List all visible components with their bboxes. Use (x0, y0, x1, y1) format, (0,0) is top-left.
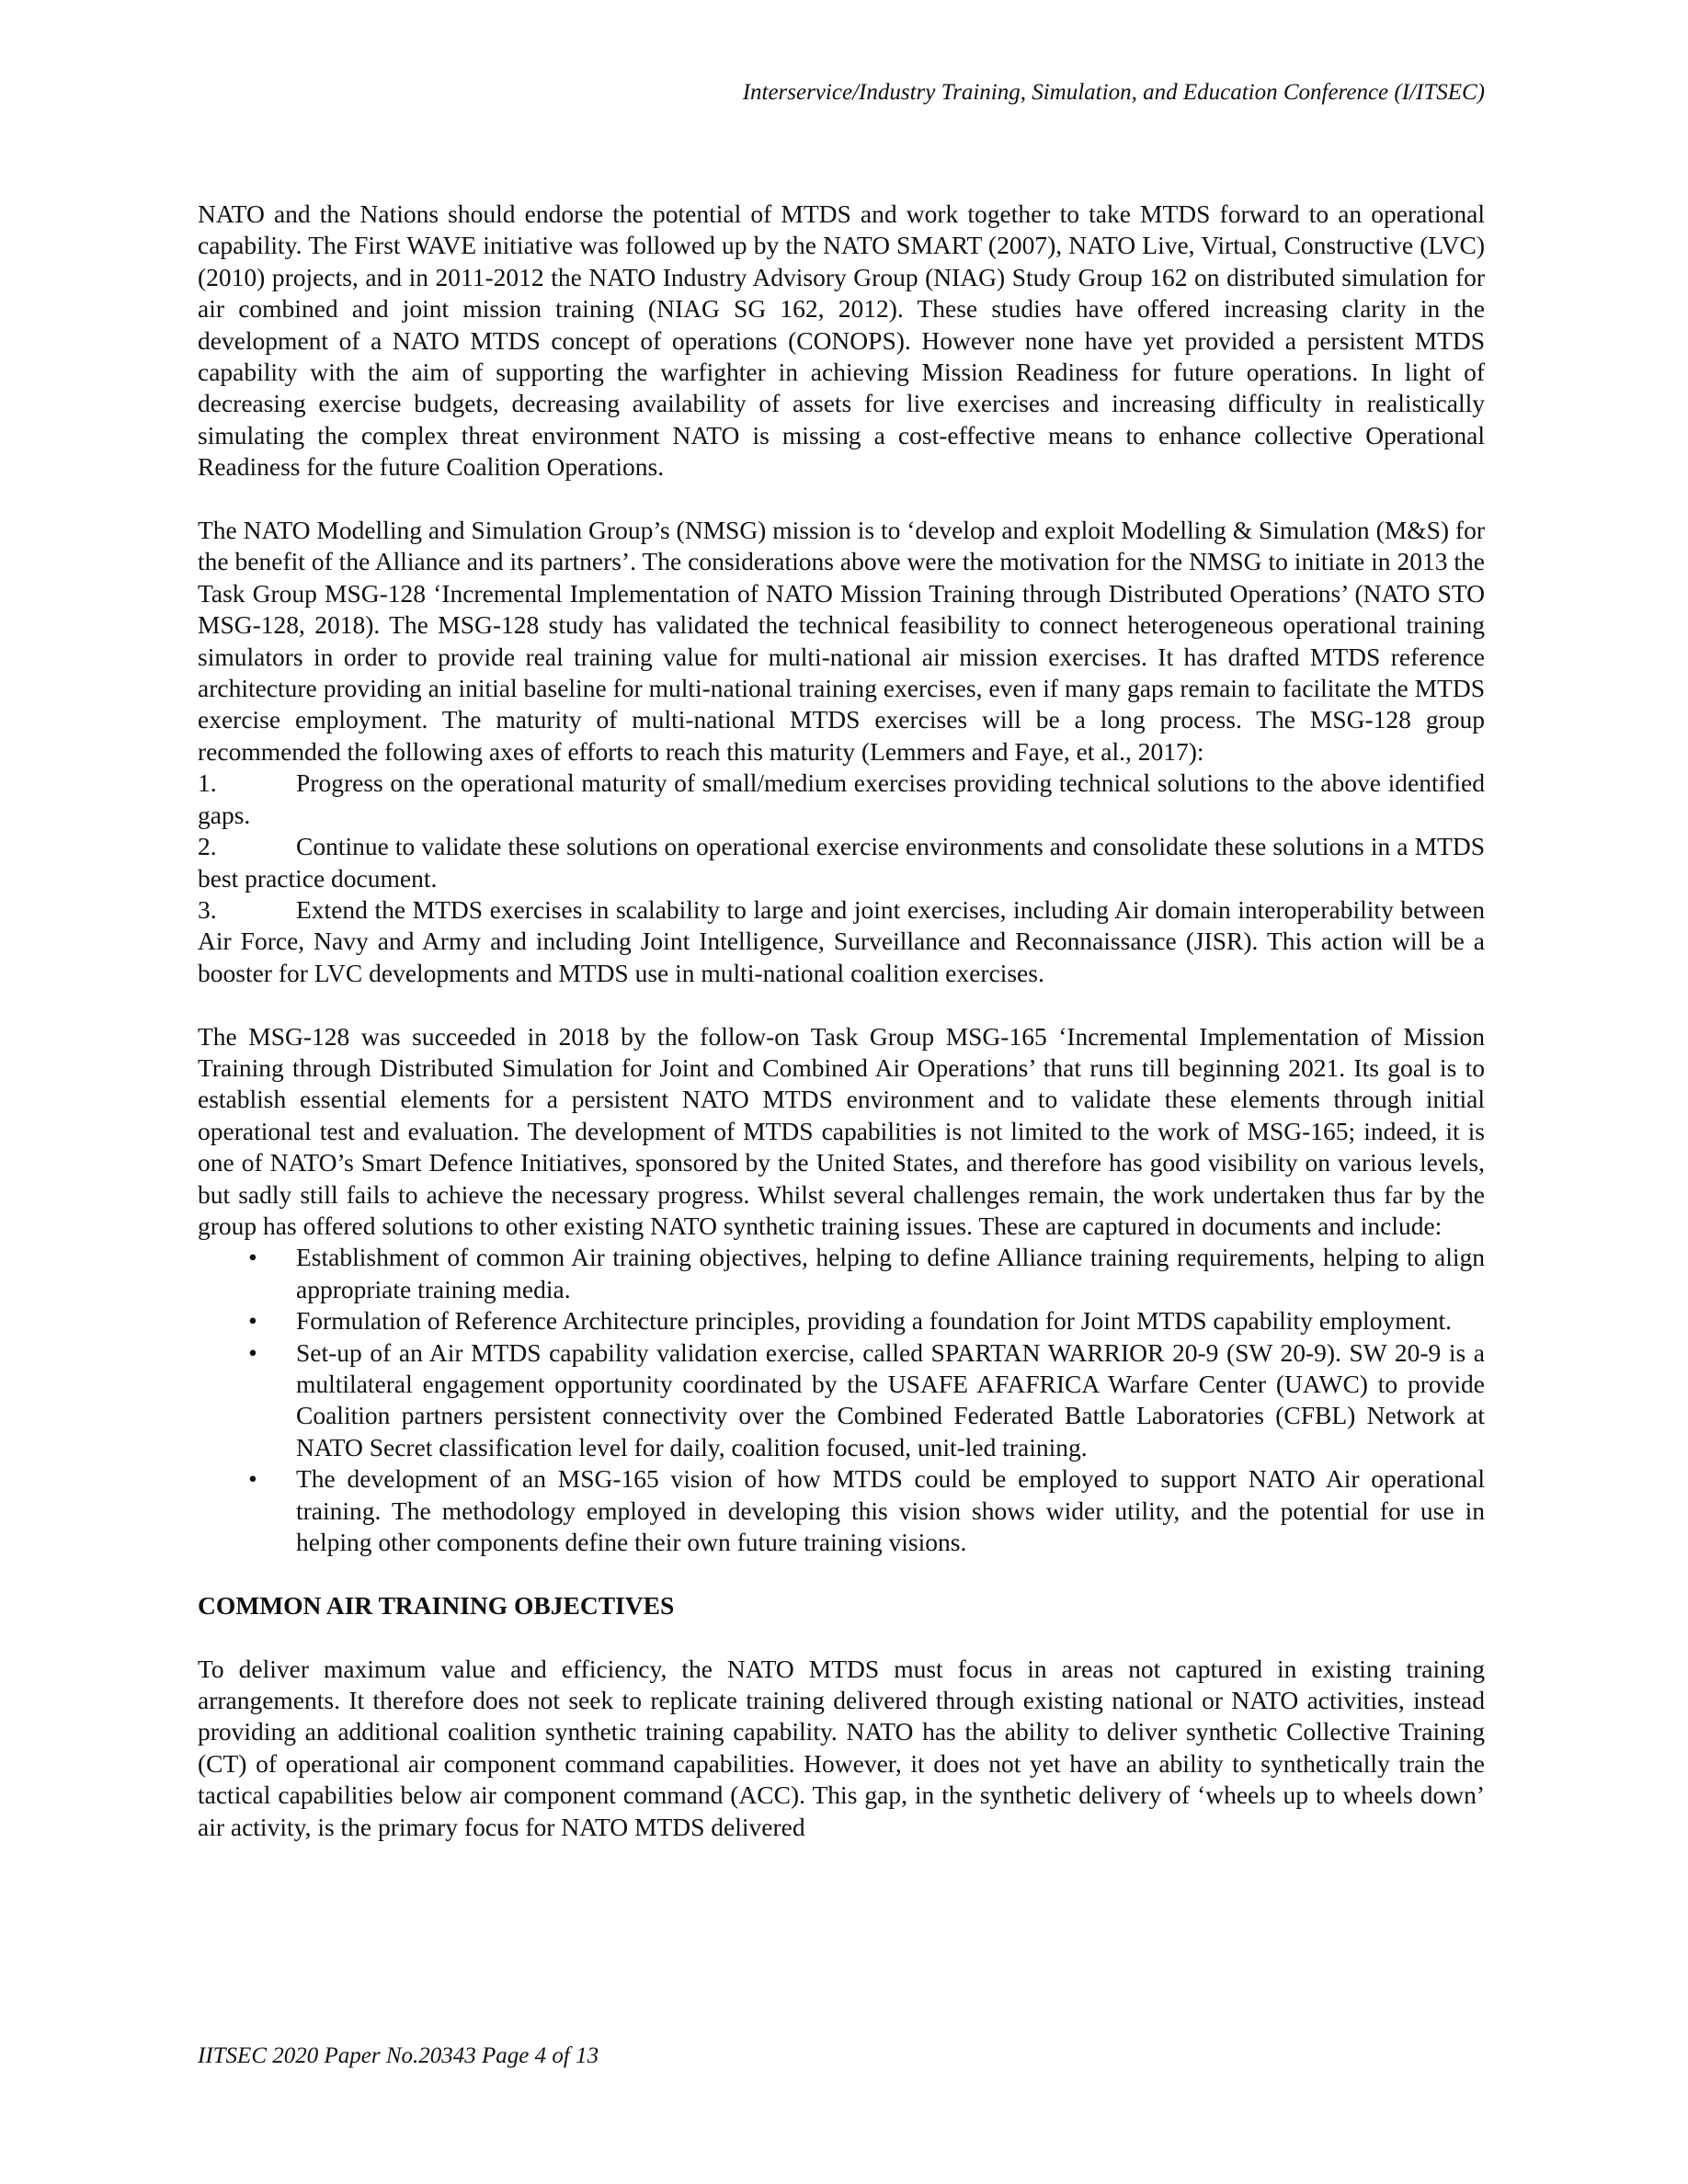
item-text: Extend the MTDS exercises in scalability to large and joint exercises, including Air domain interoperability between Air Force, Navy and Army and including Joint Intelligence, Surveillance and Reconnaissance (JISR). This action will be a booster for LVC developments and MTDS use in multi-national coalition exercises. (198, 894, 1485, 987)
bullet-list (198, 1242, 1485, 1558)
item-text: Continue to validate these solutions on operational exercise environments and consolidate these solutions in a MTDS best practice document. (198, 832, 1485, 893)
bullet-icon: • (248, 1306, 257, 1336)
item-text: Progress on the operational maturity of small/medium exercises providing technical solutions to the above identified gaps. (198, 768, 1485, 829)
item-number: 1. (198, 768, 217, 798)
bullet-text: The development of an MSG-165 vision of how MTDS could be employed to support NATO Air operational training. The methodology employed in developing this vision shows wider utility, and the potential for use in helping other components define their own future training visions. (296, 1464, 1485, 1557)
numbered-item (198, 831, 1485, 894)
item-number: 2. (198, 832, 217, 861)
section-heading: COMMON AIR TRAINING OBJECTIVES (198, 1590, 675, 1620)
bullet-item (198, 1337, 1485, 1464)
page-body (198, 199, 1485, 1843)
paragraph-gap (198, 483, 1485, 515)
paragraph-gap (198, 1558, 1485, 1589)
bullet-item (198, 1463, 1485, 1558)
paragraph-nmsg-mission: The NATO Modelling and Simulation Group’s (NMSG) mission is to ‘develop and exploit Modelling & Simulation (M&S) for the benefit of the Alliance and its partners’. The considerations above were the motivation for the NMSG to initiate in 2013 the Task Group MSG-128 ‘Incremental Implementation of NATO Mission Training through Distributed Operations’ (NATO STO MSG-128, 2018). The MSG-128 study has validated the technical feasibility to connect heterogeneous operational training simulators in order to provide real training value for multi-national air mission exercises. It has drafted MTDS reference architecture providing an initial baseline for multi-national training exercises, even if many gaps remain to facilitate the MTDS exercise employment. The maturity of multi-national MTDS exercises will be a long process. The MSG-128 group recommended the following axes of efforts to reach this maturity (Lemmers and Faye, et al., 2017): (198, 516, 1485, 766)
bullet-item (198, 1305, 1485, 1337)
bullet-icon: • (248, 1464, 257, 1494)
item-number: 3. (198, 894, 217, 924)
numbered-item (198, 894, 1485, 989)
bullet-icon: • (248, 1337, 257, 1367)
paragraph-msg-165: The MSG-128 was succeeded in 2018 by the follow-on Task Group MSG-165 ‘Incremental Implementation of Mission Training through Distributed Simulation for Joint and Combined Air Operations’ that runs till beginning 2021. Its goal is to establish essential elements for a persistent NATO MTDS environment and to validate these elements through initial operational test and evaluation. The development of MTDS capabilities is not limited to the work of MSG-165; indeed, it is one of NATO’s Smart Defence Initiatives, sponsored by the United States, and therefore has good visibility on various levels, but sadly still fails to achieve the necessary progress. Whilst several challenges remain, the work undertaken thus far by the group has offered solutions to other existing NATO synthetic training issues. These are captured in documents and include: (198, 1021, 1485, 1240)
page-footer: IITSEC 2020 Paper No.20343 Page 4 of 13 (198, 2043, 599, 2068)
bullet-item (198, 1242, 1485, 1305)
numbered-item (198, 768, 1485, 831)
paragraph-common-air-training: To deliver maximum value and efficiency, the NATO MTDS must focus in areas not captured in existing training arrangements. It therefore does not seek to replicate training delivered through existing national or NATO activities, instead providing an additional coalition synthetic training capability. NATO has the ability to deliver synthetic Collective Training (CT) of operational air component command capabilities. However, it does not yet have an ability to synthetically train the tactical capabilities below air component command (ACC). This gap, in the synthetic delivery of ‘wheels up to wheels down’ air activity, is the primary focus for NATO MTDS delivered (198, 1654, 1485, 1841)
bullet-icon: • (248, 1243, 257, 1272)
bullet-text: Formulation of Reference Architecture principles, providing a foundation for Joint MTDS capability employment. (296, 1306, 1453, 1336)
paragraph-gap (198, 1621, 1485, 1653)
running-header: Interservice/Industry Training, Simulation, and Education Conference (I/ITSEC) (742, 80, 1485, 105)
paragraph-gap (198, 989, 1485, 1020)
bullet-text: Set-up of an Air MTDS capability validation exercise, called SPARTAN WARRIOR 20-9 (SW 20-9). SW 20-9 is a multilateral engagement opportunity coordinated by the USAFE AFAFRICA Warfare Center (UAWC) to provide Coalition partners persistent connectivity over the Combined Federated Battle Laboratories (CFBL) Network at NATO Secret classification level for daily, coalition focused, unit-led training. (296, 1337, 1485, 1462)
paragraph-nato-endorse: NATO and the Nations should endorse the potential of MTDS and work together to take MTDS forward to an operational capability. The First WAVE initiative was followed up by the NATO SMART (2007), NATO Live, Virtual, Constructive (LVC) (2010) projects, and in 2011-2012 the NATO Industry Advisory Group (NIAG) Study Group 162 on distributed simulation for air combined and joint mission training (NIAG SG 162, 2012). These studies have offered increasing clarity in the development of a NATO MTDS concept of operations (CONOPS). However none have yet provided a persistent MTDS capability with the aim of supporting the warfighter in achieving Mission Readiness for future operations. In light of decreasing exercise budgets, decreasing availability of assets for live exercises and increasing difficulty in realistically simulating the complex threat environment NATO is missing a cost-effective means to enhance collective Operational Readiness for the future Coalition Operations. (198, 199, 1485, 482)
bullet-text: Establishment of common Air training objectives, helping to define Alliance training requirements, helping to align appropriate training media. (296, 1243, 1485, 1303)
